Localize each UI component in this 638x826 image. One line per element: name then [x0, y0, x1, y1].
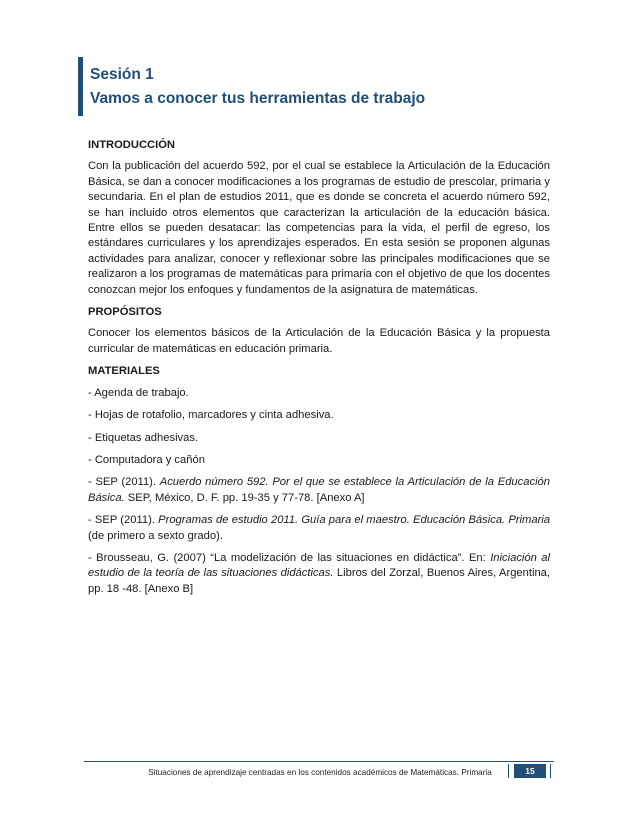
reference-details: (de primero a sexto grado).	[88, 529, 223, 542]
reference-author: - SEP (2011).	[88, 476, 160, 489]
reference-title: Acuerdo número 592. Por el que se establece la Articulación de la Educación Básica.	[88, 476, 550, 504]
material-item-sep-programas	[88, 513, 550, 544]
introduccion-heading: INTRODUCCIÓN	[88, 139, 176, 151]
session-header	[90, 63, 570, 111]
reference-details: SEP, México, D. F. pp. 19-35 y 77-78. [Anexo A]	[124, 491, 365, 504]
session-title: Sesión 1	[90, 66, 154, 83]
propositos-text: Conocer los elementos básicos de la Articulación de la Educación Básica y la propuesta curricular de matemáticas en educación primaria.	[88, 327, 550, 355]
introduccion-text: Con la publicación del acuerdo 592, por el cual se establece la Articulación de la Educación Básica, se dan a conocer modificaciones a los programas de estudio de prescolar, primaria y secundaria. En el plan de estudios 2011, que es donde se concreta el acuerdo número 592, se han incluido otros elementos que caracterizan la articulación de la educación básica. Entre ellos se pueden desatacar: las competencias para la vida, el perfil de egreso, los estándares curriculares y los aprendizajes esperados. En esta sesión se proponen algunas actividades para analizar, conocer y reflexionar sobre las principales modificaciones que se realizaron a los programas de matemáticas para primaria con el objetivo de que los docentes conozcan mejor los enfoques y fundamentos de la asignatura de matemáticas.	[88, 160, 550, 296]
material-item-hojas: - Hojas de rotafolio, marcadores y cinta adhesiva.	[88, 409, 334, 422]
reference-details: Libros del Zorzal, Buenos Aires, Argentina, pp. 18 -48. [Anexo B]	[88, 567, 551, 595]
footer-separator-right	[550, 764, 551, 778]
reference-author: - Brousseau, G. (2007) “La modelización de las situaciones en didáctica”. En:	[88, 551, 491, 564]
reference-title: Iniciación al estudio de la teoría de las situaciones didácticas.	[88, 551, 550, 580]
footer-separator	[508, 764, 509, 778]
materiales-heading: MATERIALES	[88, 365, 160, 378]
propositos-heading: PROPÓSITOS	[88, 306, 162, 319]
material-item-brousseau	[88, 551, 550, 597]
material-item-etiquetas: - Etiquetas adhesivas.	[88, 431, 199, 444]
reference-title: Programas de estudio 2011. Guía para el maestro. Educación Básica. Primaria	[158, 514, 550, 527]
material-item-sep-acuerdo	[88, 475, 550, 506]
footer-divider	[84, 761, 554, 762]
footer-text: Situaciones de aprendizaje centradas en los contenidos académicos de Matemáticas. Primaria	[148, 768, 492, 777]
reference-author: - SEP (2011).	[88, 514, 159, 527]
material-item-agenda: - Agenda de trabajo.	[88, 386, 189, 399]
title-accent-bar	[78, 57, 83, 116]
session-subtitle: Vamos a conocer tus herramientas de trabajo	[90, 90, 426, 107]
document-body	[88, 138, 550, 604]
page-number: 15	[514, 764, 546, 778]
material-item-computadora: - Computadora y cañón	[88, 453, 205, 466]
materiales-list	[88, 386, 550, 597]
